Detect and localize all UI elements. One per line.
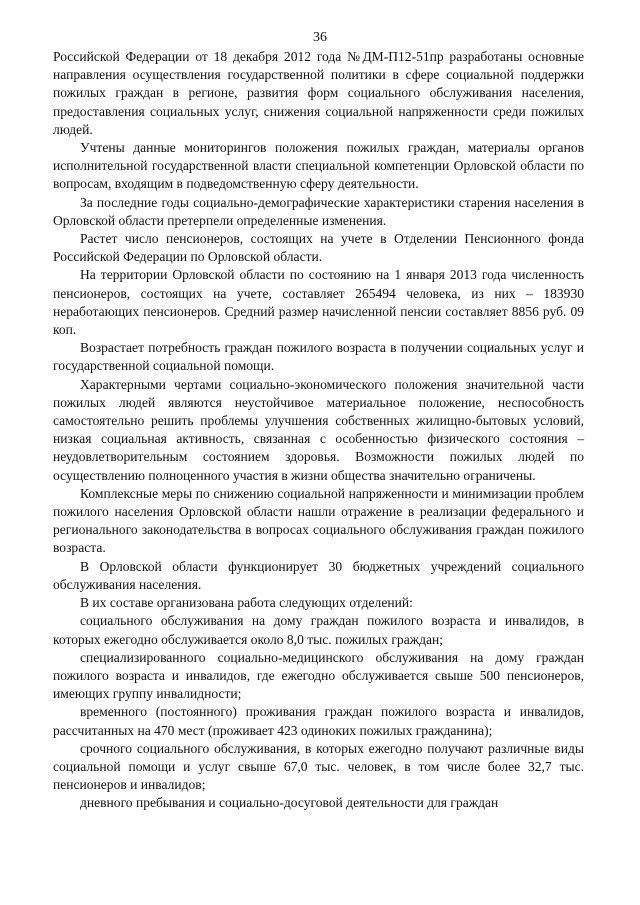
- page-number: 36: [313, 30, 327, 45]
- body-text: [53, 48, 584, 813]
- paragraph: За последние годы социально-демографические характеристики старения населения в Орловской области претерпели определенные изменения.: [53, 194, 584, 228]
- list-item: специализированного социально-медицинского обслуживания на дому граждан пожилого возраста и инвалидов, где ежегодно обслуживается свыше 500 пенсионеров, имеющих группу инвалидности;: [53, 649, 584, 702]
- list-item: срочного социального обслуживания, в которых ежегодно получают различные виды социальной помощи и услуг свыше 67,0 тыс. человек, в том числе более 32,7 тыс. пенсионеров и инвалидов;: [53, 740, 584, 793]
- paragraph: Растет число пенсионеров, состоящих на учете в Отделении Пенсионного фонда Российской Федерации по Орловской области.: [53, 231, 584, 265]
- paragraph: Возрастает потребность граждан пожилого возраста в получении социальных услуг и государственной социальной помощи.: [53, 340, 584, 374]
- list-item: социального обслуживания на дому граждан пожилого возраста и инвалидов, в которых ежегодно обслуживается около 8,0 тыс. пожилых граждан;: [53, 613, 584, 647]
- paragraph: Характерными чертами социально-экономического положения значительной части пожилых людей являются неустойчивое материальное положение, неспособность самостоятельно решить проблемы улучшения собственных жилищно-бытовых условий, низкая социальная активность, связанная с особенностью физического состояния – неудовлетворительным состоянием здоровья. Возможности пожилых людей по осуществлению полноценного участия в жизни общества значительно ограничены.: [53, 376, 584, 483]
- paragraph: В Орловской области функционирует 30 бюджетных учреждений социального обслуживания населения.: [53, 558, 584, 592]
- paragraph: Российской Федерации от 18 декабря 2012 года №ДМ-П12-51пр разработаны основные направления осуществления государственной политики в сфере социальной поддержки пожилых граждан в регионе, развития форм социального обслуживания населения, предоставления социальных услуг, снижения социальной напряженности среди пожилых людей.: [53, 49, 584, 137]
- paragraph: На территории Орловской области по состоянию на 1 января 2013 года численность пенсионеров, состоящих на учете, составляет 265494 человека, из них – 183930 неработающих пенсионеров. Средний размер начисленной пенсии составляет 8856 руб. 09 коп.: [53, 267, 584, 338]
- list-item: временного (постоянного) проживания граждан пожилого возраста и инвалидов, рассчитанных на 470 мест (проживает 423 одиноких пожилых гражданина);: [53, 704, 584, 738]
- list-item: дневного пребывания и социально-досуговой деятельности для граждан: [80, 795, 499, 811]
- paragraph: Комплексные меры по снижению социальной напряженности и минимизации проблем пожилого населения Орловской области нашли отражение в реализации федерального и регионального законодательства в вопросах социального обслуживания граждан пожилого возраста.: [53, 485, 584, 556]
- paragraph: В их составе организована работа следующих отделений:: [80, 595, 413, 611]
- paragraph: Учтены данные мониторингов положения пожилых граждан, материалы органов исполнительной государственной власти специальной компетенции Орловской области по вопросам, входящим в подведомственную сферу деятельности.: [53, 140, 584, 192]
